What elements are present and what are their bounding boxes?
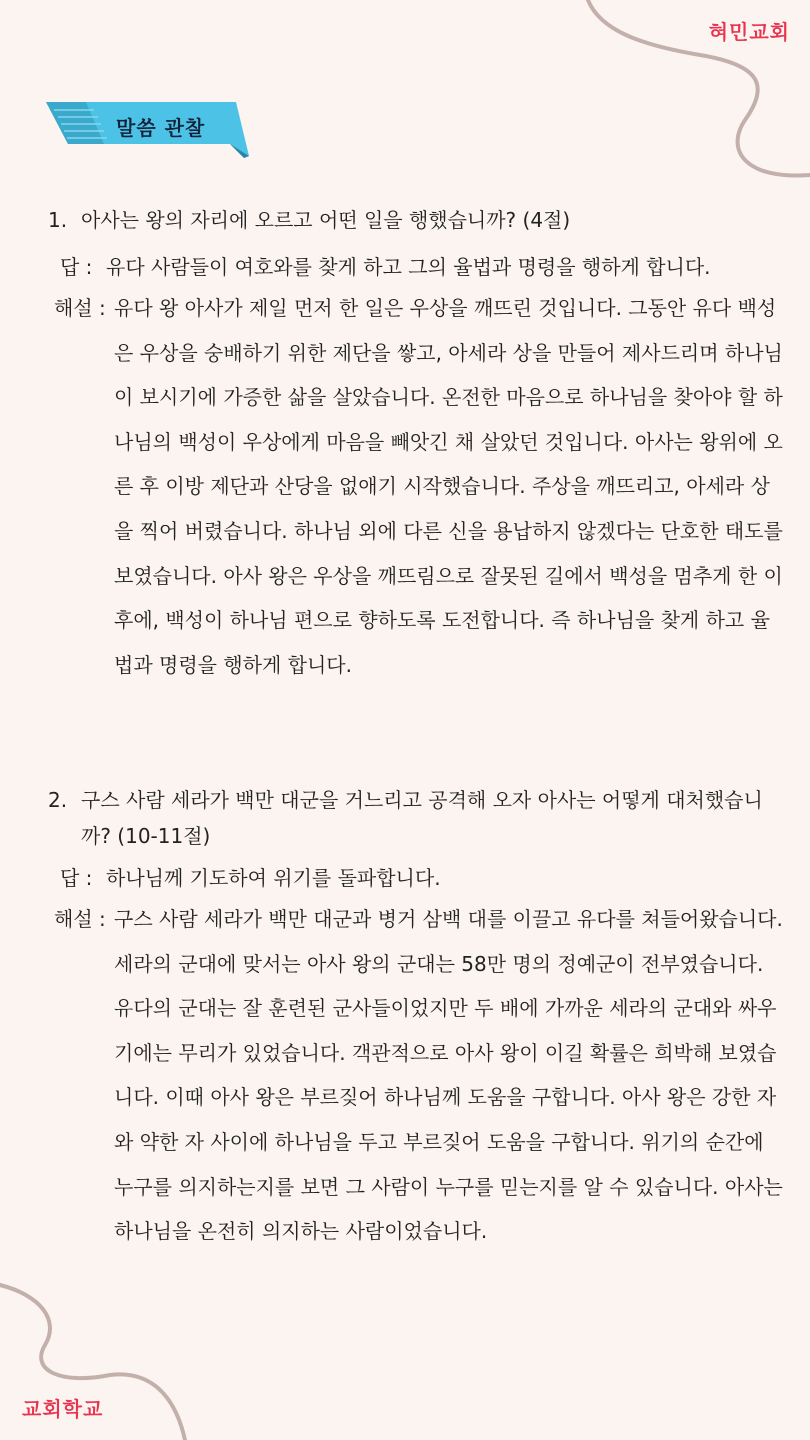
question-text-2: 2. 구스 사람 세라가 백만 대군을 거느리고 공격해 오자 아사는 어떻게 대처했습니까? (10-11절) (48, 782, 788, 854)
answer-label-1: 답 : (60, 255, 93, 279)
question-number-2: 2. (48, 788, 68, 812)
answer-label-2: 답 : (60, 866, 93, 890)
answer-row-2 (48, 864, 788, 893)
explanation-text-2: 해설 : 구스 사람 세라가 백만 대군과 병거 삼백 대를 이끌고 유다를 쳐들어왔습니다. 세라의 군대에 맞서는 아사 왕의 군대는 58만 명의 정예군이 전부였습니다. 유다의 군대는 잘 훈련된 군사들이었지만 두 배에 가까운 세라의 군대와 싸우기에는 무리가 있었습니다. 객관적으로 아사 왕이 이길 확률은 희박해 보였습니다. 이때 아사 왕은 부르짖어 하나님께 도움을 구합니다. 아사 왕은 강한 자와 약한 자 사이에 하나님을 두고 부르짖어 도움을 구합니다. 위기의 순간에 누구를 의지하는지를 보면 그 사람이 누구를 믿는지를 알 수 있습니다. 아사는 하나님을 온전히 의지하는 사람이었습니다. (48, 897, 788, 1254)
question-block-2 (48, 782, 788, 1254)
explanation-label-1: 해설 : (54, 296, 106, 320)
explanation-label-2: 해설 : (54, 907, 106, 931)
answer-row-1 (48, 253, 788, 282)
explanation-text-1: 해설 : 유다 왕 아사가 제일 먼저 한 일은 우상을 깨뜨린 것입니다. 그동안 유다 백성은 우상을 숭배하기 위한 제단을 쌓고, 아세라 상을 만들어 제사드리며 하나님이 보시기에 가증한 삶을 살았습니다. 온전한 마음으로 하나님을 찾아야 할 하나님의 백성이 우상에게 마음을 빼앗긴 채 살았던 것입니다. 아사는 왕위에 오른 후 이방 제단과 산당을 없애기 시작했습니다. 주상을 깨뜨리고, 아세라 상을 찍어 버렸습니다. 하나님 외에 다른 신을 용납하지 않겠다는 단호한 태도를 보였습니다. 아사 왕은 우상을 깨뜨림으로 잘못된 길에서 백성을 멈추게 한 이후에, 백성이 하나님 편으로 향하도록 도전합니다. 즉 하나님을 찾게 하고 율법과 명령을 행하게 합니다. (48, 286, 788, 687)
question-number-1: 1. (48, 208, 68, 232)
section-title-ribbon (46, 100, 256, 164)
section-title: 말씀 관찰 (116, 116, 206, 140)
brand-logo-bottom: 교회학교 (22, 1397, 104, 1421)
question-block-1 (48, 206, 788, 687)
answer-text-1: 유다 사람들이 여호와를 찾게 하고 그의 율법과 명령을 행하게 합니다. (106, 255, 711, 279)
answer-text-2: 하나님께 기도하여 위기를 돌파합니다. (106, 866, 441, 890)
question-text-1: 1. 아사는 왕의 자리에 오르고 어떤 일을 행했습니까? (4절) (48, 206, 788, 235)
brand-logo-top: 혀민교회 (708, 20, 790, 44)
